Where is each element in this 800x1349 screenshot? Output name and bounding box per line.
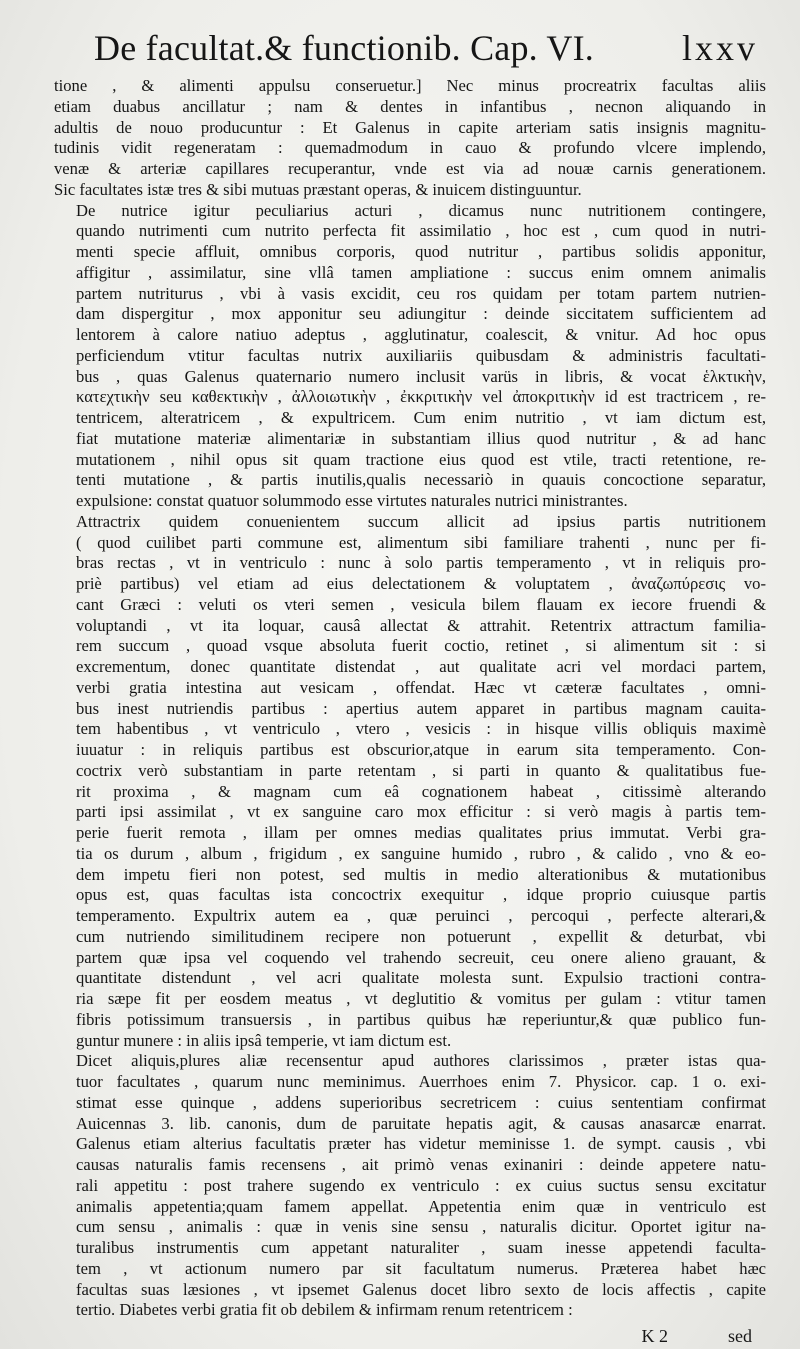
text-line: temperamento. Expultrix autem ea , quæ peruinci , percoqui , perfecte alterari,&: [76, 906, 766, 925]
paragraph: [54, 1051, 766, 1321]
text-line: adultis de nouo producuntur : Et Galenus in capite arteriam satis insignis magnitu-: [54, 117, 766, 137]
text-line: fibris potissimum transuersis , in partibus quibus hæ reperiuntur,& quæ publico fun-: [76, 1009, 766, 1029]
text-line: bus inest nutriendis partibus : apertius autem apparet in partibus magnam cauita-: [76, 698, 766, 718]
text-line: opus est, quas facultas ista concoctrix exequitur , idque proprio cuiusque partis: [76, 885, 766, 905]
text-line: stimat esse quinque , addens superioribus secretricem : cuius sententiam confirmat: [76, 1092, 766, 1112]
text-line: Auicennas 3. lib. canonis, dum de paruitate hepatis agit, & causas anasarcæ enarrat.: [76, 1113, 766, 1133]
text-line: ( quod cuilibet parti commune est, alimentum sibi familiare trahenti , nunc per fi-: [76, 532, 766, 552]
text-line: partem quæ ipsa vel coquendo vel trahendo secreuit, ceu onere alieno grauant, &: [76, 947, 766, 967]
text-line: excrementum, donec quantitate distendat , aut qualitate acri vel mordaci partem,: [76, 657, 766, 676]
text-line: tem , vt actionum numero par sit facultatum numerus. Præterea habet hæc: [76, 1258, 766, 1278]
text-line: tentricem, alteratricem , & expultricem. Cum enim nutritio , vt iam dictum est,: [76, 408, 766, 427]
paragraph: [54, 76, 766, 201]
text-line: menti specie affluit, omnibus corporis, quod nutritur , partibus solidis apponitur,: [76, 242, 766, 261]
text-line: iuuatur : in reliquis partibus est obscurior,atque in earum sita temperamento. Con-: [76, 740, 766, 759]
text-line: Sic facultates istæ tres & sibi mutuas præstant operas, & inuicem distinguuntur.: [54, 179, 582, 199]
text-line: partem nutriturus , vbi à vasis excidit, ceu ros quidam per totam partem nutrien-: [76, 283, 766, 303]
text-line: κατεχτικὴν seu καθεκτικὴν , ἀλλοιωτικὴν , ἐκκριτικὴν vel ἀποκριτικὴν id est tractricem , re-: [76, 387, 766, 407]
text-line: rali appetitu : post trahere sugendo ex ventriculo : ex cuius suctus sensu excitatur: [76, 1175, 766, 1195]
text-line: Attractrix quidem conuenientem succum allicit ad ipsius partis nutritionem: [76, 511, 766, 531]
text-line: cant Græci : veluti os vteri semen , vesicula bilem flauam ex iecore fruendi &: [76, 594, 766, 614]
running-header: [54, 26, 766, 70]
paragraph: [54, 201, 766, 512]
text-line: tione , & alimenti appulsu conseruetur.] Nec minus procreatrix facultas aliis: [54, 76, 766, 95]
text-line: fiat mutatione materiæ alimentariæ in substantiam illius quod nutritur , & ad hanc: [76, 428, 766, 448]
text-line: etiam duabus ancillatur ; nam & dentes in infantibus , necnon aliquando in: [54, 96, 766, 116]
text-line: bus , quas Galenus quaternario numero inclusit varüs in libris, & vocat ἑλκτικὴν,: [76, 366, 766, 386]
text-line: perficiendum vtitur facultas nutrix auxiliariis quibusdam & administris facultati-: [76, 345, 766, 365]
text-line: tudinis vidit regeneratam : quemadmodum in cauo & profundo vlcere implendo,: [54, 138, 766, 158]
text-line: perie fuerit remota , illam per omnes medias qualitates prius immutat. Verbi gra-: [76, 823, 766, 842]
text-line: quantitate distendunt , vel acri qualitate molesta sunt. Expulsio tractioni contra-: [76, 968, 766, 988]
text-line: cum sensu , animalis : quæ in venis sine sensu , naturalis dicitur. Oportet igitur na-: [76, 1217, 766, 1237]
text-line: ria sæpe fit per eosdem meatus , vt deglutitio & vomitus per gulam : vtitur tamen: [76, 989, 766, 1008]
text-line: Galenus etiam alterius facultatis præter has videtur meminisse 1. de sympt. causis , vbi: [76, 1134, 766, 1154]
text-line: lentorem à calore natiuo adeptus , agglutinatur, coalescit, & vnitur. Ad hoc opus: [76, 325, 766, 344]
running-title: De facultat.& functionib. Cap. VI.: [94, 28, 595, 68]
text-line: tuor facultates , quarum nunc meminimus. Auerrhoes enim 7. Physicor. cap. 1 o. exi-: [76, 1072, 766, 1091]
text-body: [54, 76, 766, 1321]
page-footer: [54, 1325, 766, 1347]
text-line: dem impetu fieri non potest, sed multis in medio alterationibus & mutationibus: [76, 864, 766, 884]
text-line: verbi gratia intestina aut vesicam , offendat. Hæc vt cæteræ facultates , omni-: [76, 677, 766, 697]
text-line: voluptandi , vt ita loquar, causâ allectat & attrahit. Retentrix attractum familia-: [76, 615, 766, 635]
text-line: expulsione: constat quatuor solummodo esse virtutes naturales nutrici ministrantes.: [76, 491, 628, 510]
text-line: rem succum , quoad vsque absoluta fuerit coctio, retinet , si alimentum sit : si: [76, 636, 766, 656]
text-line: mutationem , nihil opus sit quam tractione eius quod est vtile, tracti retentione, re-: [76, 449, 766, 469]
text-line: rit proxima , & magnam cum eâ cognationem habeat , citissimè alterando: [76, 781, 766, 801]
text-line: De nutrice igitur peculiarius acturi , dicamus nunc nutritionem contingere,: [76, 200, 766, 220]
text-line: bras rectas , vt in ventriculo : nunc à solo partis temperamento , vt in reliquis pro-: [76, 553, 766, 573]
text-line: causas naturalis famis recensens , ait primò venas exinaniri : deinde appetere natu-: [76, 1155, 766, 1174]
text-line: affigitur , assimilatur, sine vllâ tamen ampliatione : succus enim omnem animalis: [76, 262, 766, 282]
text-line: animalis appetentia;quam famem appellat. Appetentia enim quæ in ventriculo est: [76, 1196, 766, 1216]
text-line: turalibus instrumentis cum appetant naturaliter , suam inesse appetendi faculta-: [76, 1238, 766, 1257]
text-line: tem habentibus , vt ventriculo , vtero , vesicis : in hisque villis obliquis maximè: [76, 719, 766, 739]
text-line: facultas suas læsiones , vt ipsemet Galenus docet libro sexto de locis affectis , capite: [76, 1279, 766, 1299]
text-line: tia os durum , album , frigidum , ex sanguine humido , rubro , & calido , vno & eo-: [76, 843, 766, 863]
paragraph: [54, 512, 766, 1052]
text-line: coctrix verò substantiam in parte retentam , si parti in quanto & qualitatibus fue-: [76, 760, 766, 780]
text-line: cum nutriendo similitudinem recipere non potuerunt , expellit & deturbat, vbi: [76, 926, 766, 946]
text-line: quando nutrimenti cum nutrito perfecta fit assimilatio , hoc est , cum quod in nutri-: [76, 221, 766, 241]
catchword: sed: [728, 1326, 752, 1346]
text-line: Dicet aliquis,plures aliæ recensentur apud authores clarissimos , præter istas qua-: [76, 1051, 766, 1071]
text-line: dam dispergitur , mox apponitur seu adiungitur : deinde siccitatem sufficientem ad: [76, 304, 766, 324]
page-number: lxxv: [681, 28, 758, 68]
text-line: tenti mutatione , & partis inutilis,qualis necessariò in quauis concoctione separatur,: [76, 470, 766, 490]
text-line: tertio. Diabetes verbi gratia fit ob debilem & infirmam renum retentricem :: [76, 1300, 573, 1320]
text-line: guntur munere : in aliis ipsâ temperie, vt iam dictum est.: [76, 1030, 452, 1050]
text-line: priè partibus) vel etiam ad eius delectationem & voluptatem , ἀναζωπύρεσις vo-: [76, 574, 766, 593]
text-line: venæ & arteriæ capillares recuperantur, vnde est via ad nouæ carnis generationem.: [54, 159, 766, 178]
signature-mark: K 2: [641, 1326, 668, 1346]
text-line: parti ipsi assimilat , vt ex sanguine caro mox efficitur : si verò magis à partis tem-: [76, 802, 766, 822]
